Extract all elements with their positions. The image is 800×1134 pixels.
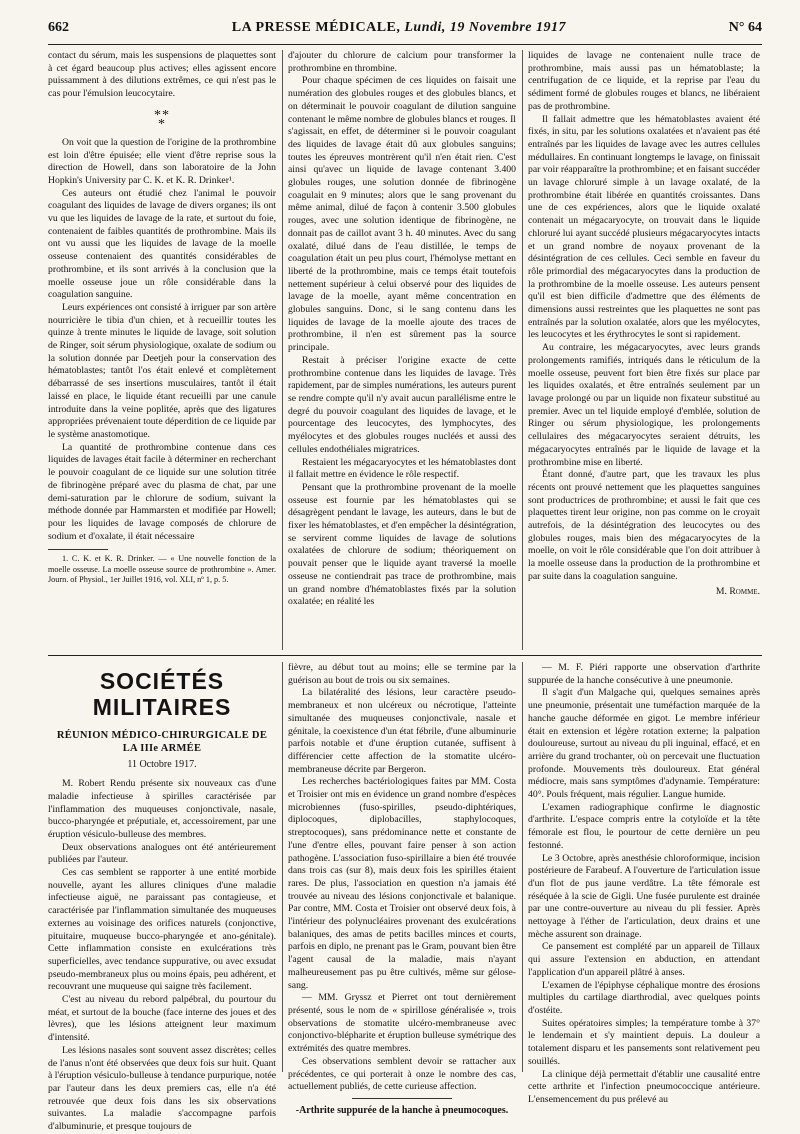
issue-number: N° 64: [728, 20, 762, 35]
column-divider: [282, 662, 283, 1072]
paragraph: fièvre, au début tout au moins; elle se termine par la guérison au bout de trois ou six semaines.: [288, 662, 516, 686]
paragraph: liquides de lavage ne contenaient nulle trace de prothrombine, mais aussi pas un hématoblaste; la centrifugation de ce liquide, et la reprise par l'eau du sédiment formé de globules rouges et blancs, ne libéraient pas de prothrombine.: [528, 50, 760, 112]
footnote-rule: [48, 549, 108, 550]
footnote: 1. C. K. et K. R. Drinker. — « Une nouvelle fonction de la moelle osseuse. La moelle osseuse source de prothrombine ». Amer. Journ. of Physiol., 1er Juillet 1916, vol. XLI, nº 1, p. 5.: [48, 554, 276, 585]
journal-masthead: [232, 20, 566, 36]
paragraph: contact du sérum, mais les suspensions de plaquettes sont à cet égard beaucoup plus actives; elles agissent encore puissamment à des dilutions extrêmes, ce qui n'est pas le cas pour l'émulsion leucocytaire.: [48, 50, 276, 100]
column-divider: [282, 50, 283, 650]
paragraph: Suites opératoires simples; la température tombe à 37° le lendemain et s'y maintient depuis. La douleur a totalement disparu et les pansements sont relativement peu souillés.: [528, 1017, 760, 1067]
paragraph: — MM. Gryssz et Pierret ont tout dernièrement présenté, sous le nom de « spirillose généralisée », trois observations de stomatite ulcéro-membraneuse avec conjonctivo-blépharite et éruption bulleuse symétrique des extrémités des quatre membres.: [288, 992, 516, 1055]
article-column-1: [48, 50, 276, 586]
paragraph: Restaient les mégacaryocytes et les hématoblastes dont il fallait mettre en évidence le rôle respectif.: [288, 456, 516, 481]
paragraph: Au contraire, les mégacaryocytes, avec leurs grands prolongements ramifiés, intriqués dans le réticulum de la moelle osseuse, peuvent fort bien être fixés sur place par les liquides oxalatés, et être entraînés seulement par un lavage prolongé ou par un liquide non fixateur substitué au premier. Avec un tel liquide employé d'emblée, solution de Ringer ou sérum physiologique, les prolongements cellulaires des mégacaryocytes seraient détruits, les mégacaryocytes entraînés par le liquide de lavage et la prothrombine mise en liberté.: [528, 342, 760, 468]
article-column-2: [288, 50, 516, 609]
paragraph: Il fallait admettre que les hématoblastes avaient été fixés, in situ, par les solutions oxalatées et n'avaient pas été entraînés par les liquides de lavage avec les autres cellules médullaires. En continuant longtemps le lavage, on finissait par voir réapparaître la prothrombine; et en faisant succéder un lavage chloruré simple à un lavage oxalaté, de la prothrombine était libérée en quantités croissantes. Dans une de ces expériences, alors que le liquide oxalaté contenait un mégacaryocyte, on trouvait dans le liquide chloruré lui ayant succédé plusieurs mégacaryocytes intacts et un grand nombre de noyaux provenant de la désintégration de ces cellules. Ceci semble en faveur du rôle primordial des mégacaryocytes dans la production de la prothrombine de la moelle osseuse. Les auteurs pensent qu'il est bien difficile d'admettre que des éléments de dimensions aussi restreintes que les plaquettes ne sont pas entraînés par la solution oxalatée, alors que les myélocytes, les leucocytes et les érythrocytes le sont si rapidement.: [528, 113, 760, 341]
section-rule: [48, 655, 762, 656]
author-signature: M. Romme.: [715, 585, 760, 597]
paragraph: — M. F. Piéri rapporte une observation d'arthrite suppurée de la hanche consécutive à une pneumonie.: [528, 662, 760, 686]
meeting-date: 11 Octobre 1917.: [127, 759, 197, 771]
paragraph: La clinique déjà permettait d'établir une causalité entre cette arthrite et l'infection pneumococcique antérieure. L'ensemencement du pus prélevé au: [528, 1068, 760, 1105]
paragraph: Étant donné, d'autre part, que les travaux les plus récents ont prouvé nettement que les plaquettes sanguines sont productrices de prothrombine; et aussi le fait que ces plaquettes tirent leur origine, non pas comme on le croyait autrefois, de la désintégration des leucocytes ou des globules rouges, mais bien des mégacaryocytes de la moelle, on voit le rôle considérable que l'on doit attribuer à la moelle osseuse dans la production de la prothrombine et par suite dans la coagulation sanguine.: [528, 469, 760, 582]
subsection-rule: [352, 1098, 452, 1099]
column-divider: [522, 50, 523, 650]
subsection-heading: -Arthrite suppurée de la hanche à pneumocoques.: [295, 1104, 509, 1116]
paragraph: Restait à préciser l'origine exacte de cette prothrombine contenue dans les liquides de lavage. Très rapidement, par de simples numérations, les auteurs purent se rendre compte qu'il n'y avait aucun parallélisme entre le degré du pouvoir coagulant des liquides de lavage, et le pourcentage des leucocytes, des lymphocytes, des myélocytes et des globules rouges nucléés et aussi des cellules endothéliales migratrices.: [288, 354, 516, 455]
paragraph: L'examen de l'épiphyse céphalique montre des érosions multiples du cartilage diarthrodial, avec quelques points d'ostéite.: [528, 979, 760, 1016]
paragraph: Ces auteurs ont étudié chez l'animal le pouvoir coagulant des liquides de lavage de divers organes; ils ont vu que les liquides de lavage de la rate, et surtout du foie, contenaient de faibles quantités de prothrombine. Mais ils ont vu aussi que les liquides de lavage de la moelle osseuse contenaient des quantités considérables de prothrombine, et ils sont arrivés à la conclusion que la moelle osseuse joue un rôle considérable dans la coagulation sanguine.: [48, 187, 276, 301]
page-number: 662: [48, 20, 69, 35]
societes-column-1: [48, 662, 276, 1134]
societes-column-3: [528, 662, 760, 1107]
paragraph: Le 3 Octobre, après anesthésie chloroformique, incision postérieure de Farabeuf. A l'ouverture de l'articulation issue d'un flot de pus jaune verdâtre. La tête fémorale est réséquée à la scie de Gigli. Une fusée purulente est drainée par une contre-ouverture au niveau du pli fessier. Après nettoyage à l'éther de l'articulation, deux drains et une mèche assurent son drainage.: [528, 852, 760, 940]
paragraph: Ces cas semblent se rapporter à une entité morbide nouvelle, ayant les allures cliniques d'une maladie infectieuse aiguë, ne paraissant pas contagieuse, et caractérisée par l'inflammation simultanée des muqueuses externes au voisinage des orifices naturels (conjonctive, pituitaire, muqueuse bucco-pharyngée et ano-génitale). Cette inflammation consiste en exulcérations très superficielles, avec tendance suppurative, ou avec exsudat pseudo-membraneux plus ou moins épais, peu adhérent, et recouvrant une muqueuse qui saigne très facilement.: [48, 867, 276, 993]
article-column-3: [528, 50, 760, 598]
societes-column-2: [288, 662, 516, 1118]
paragraph: Pour chaque spécimen de ces liquides on faisait une numération des globules rouges et des globules blancs, et on déterminait le pouvoir coagulant de dilution sanguine contenant le même nombre de globules blancs et rouges. Il s'agissait, en effet, de déterminer si le pouvoir coagulant des liquides de lavage était dû aux globules sanguins; toutes les épreuves montrèrent qu'il n'en était rien. C'est ainsi qu'avec un liquide de lavage contenant 3.400 globules rouges, une solution donnée de fibrinogène coagulait en 9 minutes; alors que le sang provenant du même animal, dilué de façon à contenir 3.500 globules rouges, avec une solution identique de fibrinogène, ne donnait pas de caillot avant 3 h. 40 minutes. Avec du sang oxalaté, dilué dans de l'eau distillée, le temps de coagulation était un peu plus court, l'hémolyse mettant en liberté de la prothrombine, mais ce temps était toutefois nettement supérieur à celui observé pour des liquides de lavage de la moelle, ayant même concentration en globules sanguins. Donc, si le sang contenu dans les liquides de lavage de la moelle ajoute des traces de prothrombine, il n'en est sûrement pas la source principale.: [288, 75, 516, 354]
paragraph: Leurs expériences ont consisté à irriguer par son artère nourricière le tibia d'un chien, et à recueillir toutes les quinze à trente minutes le liquide de lavage, soit solution de Ringer, soit sérum physiologique, oxalate de sodium ou la solution donnée par Deetjeh pour la conservation des hématoblastes; tantôt l'os était enlevé et complètement débarrassé de ses insertions musculaires, tantôt il était laissé en place, le liquide étant recueilli par une canule introduite dans la veine poplitée, après que des ligatures appropriées prévenaient toute déperdition de ce liquide par le système anastomotique.: [48, 301, 276, 440]
issue-date: Lundi, 19 Novembre 1917: [404, 20, 566, 35]
paragraph: Les recherches bactériologiques faites par MM. Costa et Troisier ont mis en évidence un grand nombre d'espèces microbiennes (fuso-spirilles, pseudo-diphtériques, diplocoques, diplobacilles, staphylocoques, streptocoques), sans prédominance nette et constante de l'une d'entre elles, pouvant faire penser à son action pathogène. L'association fuso-spirillaire a bien été trouvée dans trois cas (sur 8), mais deux fois les spirilles étaient rares. De plus, l'association en question n'a jamais été trouvée au niveau des lésions conjonctivale et balanique. Par contre, MM. Costa et Troisier ont observé deux fois, à l'intérieur des polynucléaires provenant des exulcérations balaniques, des amas de petits bacilles minces et courts, parfois en diplo, ne prenant pas le Gram, pouvant bien être l'agent causal de la maladie, mais n'ayant malheureusement pas pu être cultivés, même sur gélose-sang.: [288, 776, 516, 991]
paragraph: Il s'agit d'un Malgache qui, quelques semaines après une pneumonie, présentait une tuméfaction marquée de la hanche gauche déformée en gigot. Le membre inférieur était en extension et légère rotation externe; la palpation douloureuse, surtout au niveau du pli inguinal, effacé, et en arrière du grand trochanter, où on percevait une fluctuation profonde. Mouvements très douloureux. Etat général médiocre, mais sans symptômes d'adynamie. Température: 40°. Pouls fréquent, mais régulier. Langue humide.: [528, 687, 760, 801]
section-subtitle: RÉUNION MÉDICO-CHIRURGICALE DE LA IIIe ARMÉE: [56, 730, 268, 754]
paragraph: Pensant que la prothrombine provenant de la moelle osseuse est fournie par les hématoblastes qui se désagrègent pendant le lavage, les auteurs, dans le but de fixer les hématoblastes, et d'en empêcher la désintégration, se servirent comme liquides de lavage de solutions oxalatées de chlorure de sodium; théoriquement on pouvait penser que le liquide ayant traversé la moelle osseuse ne contiendrait pas trace de prothrombine, mais un grand nombre d'hématoblastes fixés par la solution oxalatée; en réalité les: [288, 481, 516, 608]
paragraph: Deux observations analogues ont été antérieurement publiées par l'auteur.: [48, 841, 276, 866]
paragraph: Les lésions nasales sont souvent assez discrètes; celles de l'anus n'ont été observées que deux fois sur huit. Quant à l'éruption vésiculo-bulleuse à tendance purpurique, notée par l'auteur dans les deux premiers cas, elle n'a été retrouvée que deux fois dans les six observations suivantes. La maladie s'accompagne parfois d'albuminurie, et presque toujours de: [48, 1044, 276, 1133]
header-rule: [48, 44, 762, 45]
paragraph: M. Robert Rendu présente six nouveaux cas d'une maladie infectieuse à spirilles caractérisée par l'inflammation des muqueuses conjonctivale, nasale, bucco-pharyngée et préputiale, et, accessoirement, par une éruption vésiculo-bulleuse des membres.: [48, 778, 276, 840]
paragraph: On voit que la question de l'origine de la prothrombine est loin d'être épuisée; elle vient d'être reprise sous la direction de Howell, dans son laboratoire de la John Hopkin's University par C. K. et K. R. Drinker¹.: [48, 136, 276, 186]
paragraph: L'examen radiographique confirme le diagnostic d'arthrite. L'espace compris entre la cotyloïde et la tête fémorale est flou, le pourtour de cette dernière un peu festonné.: [528, 801, 760, 851]
column-divider: [522, 662, 523, 1072]
paragraph: Ce pansement est complété par un appareil de Tillaux qui assure l'extension en abduction, en attendant l'application d'un appareil plâtré à anses.: [528, 941, 760, 978]
paragraph: d'ajouter du chlorure de calcium pour transformer la prothrombine en thrombine.: [288, 50, 516, 74]
paragraph: La quantité de prothrombine contenue dans ces liquides de lavages était facile à déterminer en recherchant le pouvoir coagulant de ce liquide sur une solution titrée de fibrinogène préparé avec du plasma de chat, par une demi-saturation par le chlorure de sodium, suivant la méthode donnée par Hammarsten et modifiée par Howell; pour les liquides de lavage composés de chlorure de sodium et d'oxalate, il était nécessaire: [48, 441, 276, 542]
journal-title: LA PRESSE MÉDICALE,: [231, 20, 401, 35]
section-title: SOCIÉTÉS MILITAIRES: [92, 668, 232, 720]
paragraph: Ces observations semblent devoir se rattacher aux précédentes, ce qui porterait à onze le nombre des cas, actuellement publiés, de cette curieuse affection.: [288, 1055, 516, 1093]
section-separator: ** *: [154, 107, 170, 132]
paragraph: La bilatéralité des lésions, leur caractère pseudo-membraneux et non ulcéreux ou nécrotique, l'atteinte simultanée des muqueuses conjonctivale, nasale et génitale, la coexistence d'un état fébrile, d'une albuminurie parfois notable et d'une éruption cutanée, suffisent à différencier cette affection de la stomatite ulcéro-membraneuse décrite par Bergeron.: [288, 687, 516, 775]
paragraph: C'est au niveau du rebord palpébral, du pourtour du méat, et surtout de la bouche (face interne des joues et des lèvres), que les lésions atteignent leur maximum d'intensité.: [48, 994, 276, 1044]
page-header: [48, 20, 762, 40]
